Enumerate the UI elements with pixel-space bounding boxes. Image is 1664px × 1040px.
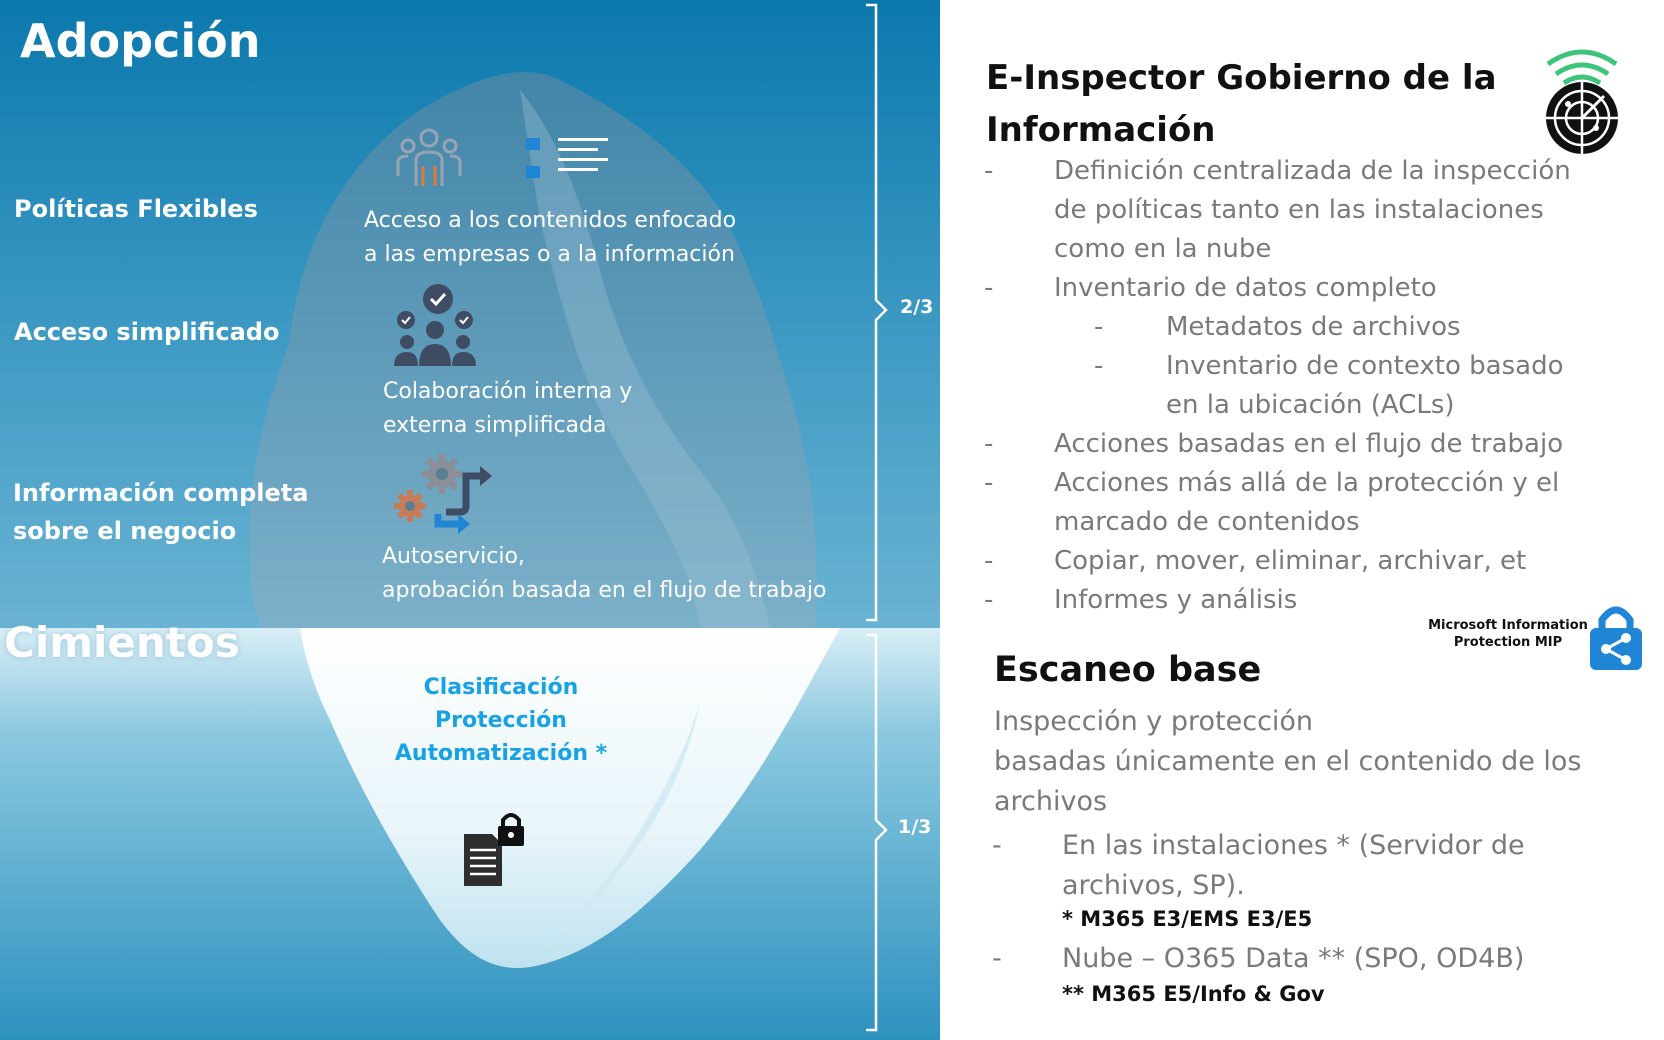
text-panel xyxy=(940,0,1664,1040)
scan-cloud-note: ** M365 E5/Info & Gov xyxy=(1062,982,1325,1006)
base-capabilities xyxy=(380,671,622,770)
category-business: sobre el negocio xyxy=(13,517,237,545)
mip-lock-share-icon xyxy=(1588,604,1644,670)
scan-title: Escaneo base xyxy=(994,650,1262,690)
scan-onprem-note: * M365 E3/EMS E3/E5 xyxy=(1062,907,1313,931)
bullet-centralized: Definición centralizada de la inspección de políticas tanto en las instalaciones como en la nube xyxy=(1054,156,1571,264)
sub-bullet-context: Inventario de contexto basado en la ubicación (ACLs) xyxy=(1166,351,1564,420)
document-lock-icon xyxy=(462,810,528,888)
mip-label: Microsoft Information Protection MIP xyxy=(1428,618,1588,650)
category-flexible-policies: Políticas Flexibles xyxy=(14,195,258,223)
list-icon xyxy=(526,136,608,182)
bullet-dash: - xyxy=(984,585,994,615)
scan-intro: Inspección y protección basadas únicamente en el contenido de los archivos xyxy=(994,706,1582,817)
people-outline-icon xyxy=(396,126,462,188)
scan-cloud: Nube – O365 Data ** (SPO, OD4B) xyxy=(1062,943,1525,974)
einspector-title: E-Inspector Gobierno de la Información xyxy=(986,58,1497,150)
bullet-workflow-actions: Acciones basadas en el flujo de trabajo xyxy=(1054,429,1564,459)
sub-bullet-dash: - xyxy=(1094,351,1104,381)
radar-icon xyxy=(1540,46,1624,158)
team-check-icon xyxy=(392,282,478,368)
foundations-title: Cimientos xyxy=(4,618,240,667)
feature-content-access: Acceso a los contenidos enfocado a las empresas o a la información xyxy=(364,208,737,267)
scan-dash: - xyxy=(992,830,1002,861)
bullet-dash: - xyxy=(984,156,994,186)
adoption-title: Adopción xyxy=(20,14,261,68)
bullet-beyond-protection: Acciones más allá de la protección y el marcado de contenidos xyxy=(1054,468,1560,537)
bullet-reports: Informes y análisis xyxy=(1054,585,1298,615)
gears-workflow-icon xyxy=(388,452,498,544)
sub-bullet-dash: - xyxy=(1094,312,1104,342)
bullet-inventory: Inventario de datos completo xyxy=(1054,273,1437,303)
category-complete-info: Información completa xyxy=(13,479,309,507)
bullet-dash: - xyxy=(984,273,994,303)
feature-self-service: Autoservicio, aprobación basada en el flujo de trabajo xyxy=(382,544,827,603)
category-simplified-access: Acceso simplificado xyxy=(14,318,280,346)
scan-onprem: En las instalaciones * (Servidor de archivos, SP). xyxy=(1062,830,1525,901)
feature-collaboration: Colaboración interna y externa simplificada xyxy=(383,379,633,438)
bullet-dash: - xyxy=(984,429,994,459)
sub-bullet-metadata: Metadatos de archivos xyxy=(1166,312,1461,342)
bullet-dash: - xyxy=(984,546,994,576)
fraction-top: 2/3 xyxy=(900,296,934,318)
bullet-copy-move: Copiar, mover, eliminar, archivar, et xyxy=(1054,546,1527,576)
bullet-dash: - xyxy=(984,468,994,498)
base-protection: Protección xyxy=(435,708,567,733)
scan-dash: - xyxy=(992,943,1002,974)
base-classification: Clasificación xyxy=(423,675,579,700)
fraction-bottom: 1/3 xyxy=(898,816,932,838)
base-automation: Automatización * xyxy=(394,741,608,766)
